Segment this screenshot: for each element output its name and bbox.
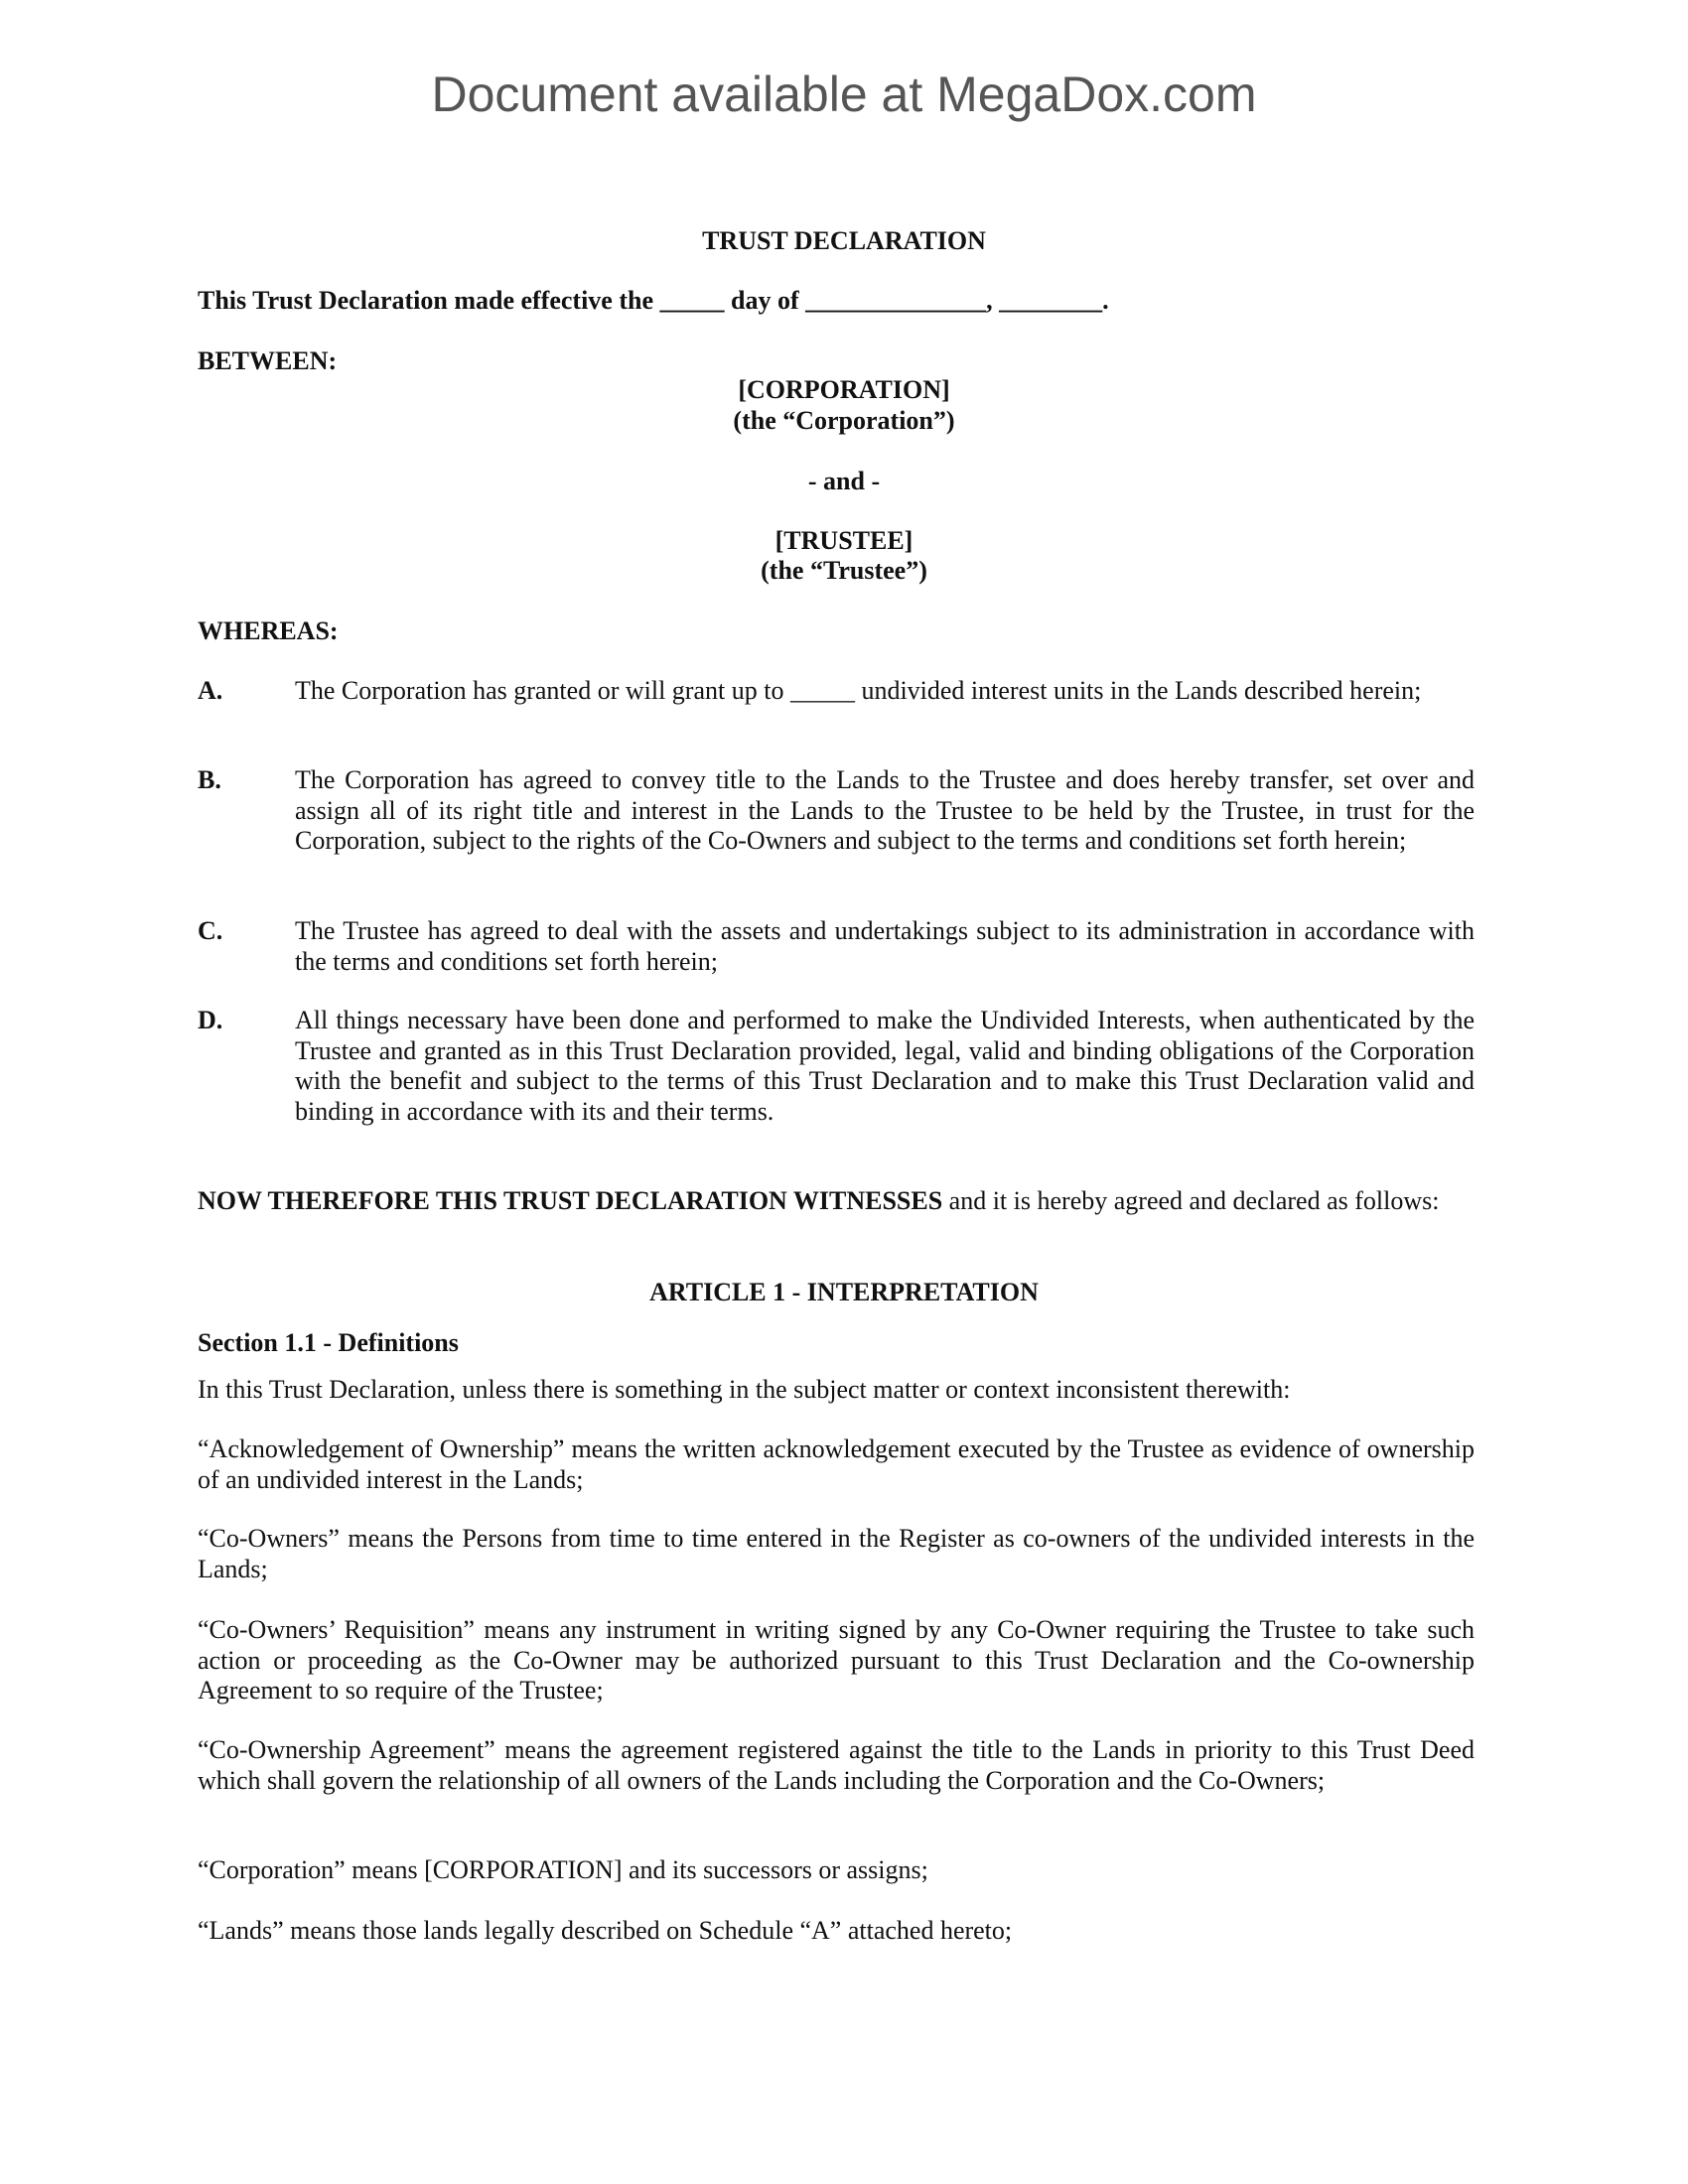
- effective-date-line: This Trust Declaration made effective the _____ day of ______________, ________.: [198, 286, 1109, 315]
- whereas-label: WHEREAS:: [198, 616, 339, 645]
- party-corporation-name: [CORPORATION]: [738, 375, 950, 404]
- recital-label: C.: [198, 916, 223, 945]
- party-corporation-alias: (the “Corporation”): [733, 406, 955, 435]
- recital-text: The Corporation has agreed to convey title to the Lands to the Trustee and does hereby transfer, set over and assign all of its right title and interest in the Lands to the Trustee to be held by the Trustee, in trust for the Corporation, subject to the rights of the Co-Owners and subject to the terms and conditions set forth herein;: [295, 765, 1475, 855]
- recital-label: A.: [198, 676, 223, 705]
- now-therefore-bold: NOW THEREFORE THIS TRUST DECLARATION WITNESSES: [198, 1186, 943, 1215]
- section-heading: Section 1.1 - Definitions: [198, 1328, 459, 1357]
- definition-item: “Corporation” means [CORPORATION] and its successors or assigns;: [198, 1855, 928, 1884]
- definition-item: “Co-Owners” means the Persons from time to time entered in the Register as co-owners of the undivided interests in the Lands;: [198, 1524, 1475, 1583]
- document-title: TRUST DECLARATION: [702, 226, 986, 255]
- and-separator: - and -: [807, 467, 881, 495]
- definition-item: “Lands” means those lands legally described on Schedule “A” attached hereto;: [198, 1916, 1013, 1945]
- between-label: BETWEEN:: [198, 346, 338, 375]
- definitions-intro: In this Trust Declaration, unless there is something in the subject matter or context inconsistent therewith:: [198, 1375, 1291, 1404]
- party-trustee-alias: (the “Trustee”): [761, 556, 927, 585]
- recital-text: The Trustee has agreed to deal with the assets and undertakings subject to its administration in accordance with the terms and conditions set forth herein;: [295, 916, 1475, 976]
- recital-label: D.: [198, 1006, 223, 1034]
- party-trustee-name: [TRUSTEE]: [774, 526, 914, 555]
- recital-text: The Corporation has granted or will grant up to _____ undivided interest units in the Lands described herein;: [295, 676, 1422, 705]
- recital-label: B.: [198, 765, 221, 794]
- definition-item: “Co-Owners’ Requisition” means any instrument in writing signed by any Co-Owner requiring the Trustee to take such action or proceeding as the Co-Owner may be authorized pursuant to this Trust Declaration and the Co-ownership Agreement to so require of the Trustee;: [198, 1615, 1475, 1705]
- now-therefore-clause: [198, 1186, 1475, 1217]
- watermark: Document available at MegaDox.com: [431, 67, 1257, 122]
- now-therefore-rest: and it is hereby agreed and declared as follows:: [942, 1186, 1440, 1215]
- definition-item: “Acknowledgement of Ownership” means the written acknowledgement executed by the Trustee as evidence of ownership of an undivided interest in the Lands;: [198, 1434, 1475, 1494]
- definition-item: “Co-Ownership Agreement” means the agreement registered against the title to the Lands in priority to this Trust Deed which shall govern the relationship of all owners of the Lands including the Corporation and the Co-Owners;: [198, 1735, 1475, 1795]
- recital-text: All things necessary have been done and performed to make the Undivided Interests, when authenticated by the Trustee and granted as in this Trust Declaration provided, legal, valid and binding obligations of the Corporation with the benefit and subject to the terms of this Trust Declaration and to make this Trust Declaration valid and binding in accordance with its and their terms.: [295, 1006, 1475, 1126]
- article-heading: ARTICLE 1 - INTERPRETATION: [649, 1278, 1039, 1306]
